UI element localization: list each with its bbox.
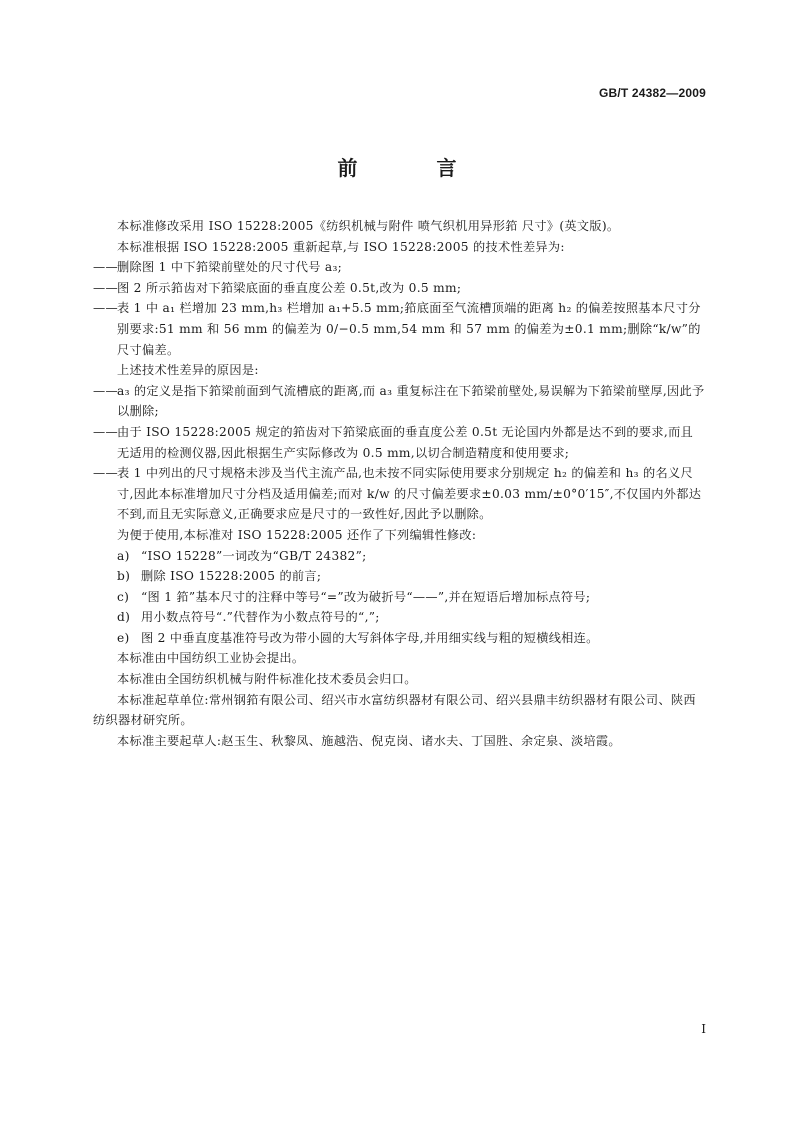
paragraph: 本标准由全国纺织机械与附件标准化技术委员会归口。 (117, 672, 417, 687)
dash-item-text: 由于 ISO 15228:2005 规定的筘齿对下筘梁底面的垂直度公差 0.5t 无论国内外都是达不到的要求,而且无适用的检测仪器,因此根据生产实际修改为 0.5 mm,以切合制造精度和使用要求; (117, 424, 694, 460)
dash-item-text: 表 1 中列出的尺寸规格未涉及当代主流产品,也未按不同实际使用要求分别规定 h₂ 的偏差和 h₃ 的名义尺寸,因此本标准增加尺寸分档及适用偏差;而对 k/w 的尺寸偏差要求±0.03 mm/±0°0′15″,不仅国内外都达不到,而且无实际意义,正确要求应是尺寸的一致性好,因此予以删除。 (117, 466, 702, 522)
dash-item (93, 257, 705, 278)
list-item-text: “ISO 15228”一词改为“GB/T 24382”; (141, 548, 367, 563)
list-item (93, 566, 705, 587)
dash-mark: —— (93, 424, 118, 439)
paragraph: 为便于使用,本标准对 ISO 15228:2005 还作了下列编辑性修改: (117, 527, 477, 542)
standard-code: GB/T 24382—2009 (598, 86, 706, 100)
list-item-text: “图 1 筘”基本尺寸的注释中等号“=”改为破折号“——”,并在短语后增加标点符号; (141, 589, 591, 604)
dash-mark: —— (93, 260, 118, 275)
dash-mark: —— (93, 383, 118, 398)
dash-item-text: 图 2 所示筘齿对下筘梁底面的垂直度公差 0.5t,改为 0.5 mm; (117, 280, 462, 295)
dash-item (93, 422, 705, 463)
foreword-body (93, 216, 705, 751)
list-item (93, 587, 705, 608)
paragraph: 上述技术性差异的原因是: (117, 363, 259, 378)
page-number: I (701, 1022, 706, 1036)
dash-mark: —— (93, 466, 118, 481)
list-item-text: 用小数点符号“.”代替作为小数点符号的“,”; (141, 610, 380, 625)
dash-item-text: 删除图 1 中下筘梁前壁处的尺寸代号 a₃; (117, 260, 343, 275)
dash-mark: —— (93, 301, 118, 316)
paragraph: 本标准根据 ISO 15228:2005 重新起草,与 ISO 15228:2005 的技术性差异为: (117, 239, 565, 254)
dash-item (93, 381, 705, 422)
list-item-mark: c) (117, 589, 130, 604)
list-item-text: 删除 ISO 15228:2005 的前言; (141, 569, 322, 584)
dash-item-text: 表 1 中 a₁ 栏增加 23 mm,h₃ 栏增加 a₁+5.5 mm;筘底面至气流槽顶端的距离 h₂ 的偏差按照基本尺寸分别要求:51 mm 和 56 mm 的偏差为 0/−0.5 mm,54 mm 和 57 mm 的偏差为±0.1 mm;删除“k/w”的尺寸偏差。 (117, 301, 701, 357)
page-title: 前 言 (337, 156, 493, 180)
list-item (93, 546, 705, 567)
dash-item (93, 278, 705, 299)
list-item-text: 图 2 中垂直度基准符号改为带小圆的大写斜体字母,并用细实线与粗的短横线相连。 (141, 630, 599, 645)
dash-mark: —— (93, 280, 118, 295)
list-item-mark: e) (117, 630, 130, 645)
list-item-mark: d) (117, 610, 131, 625)
paragraph: 本标准修改采用 ISO 15228:2005《纺织机械与附件 喷气织机用异形筘 尺寸》(英文版)。 (117, 219, 620, 233)
list-item (93, 607, 705, 628)
list-item-mark: a) (117, 548, 130, 563)
dash-item (93, 463, 705, 525)
dash-item-text: a₃ 的定义是指下筘梁前面到气流槽底的距离,而 a₃ 重复标注在下筘梁前壁处,易误解为下筘梁前壁厚,因此予以删除; (117, 383, 705, 419)
paragraph: 本标准主要起草人:赵玉生、秋黎凤、施越浩、倪克岗、诸水夫、丁国胜、余定泉、淡培霞。 (117, 733, 621, 748)
list-item-mark: b) (117, 569, 131, 584)
paragraph: 本标准起草单位:常州钢筘有限公司、绍兴市水富纺织器材有限公司、绍兴县鼎丰纺织器材有限公司、陕西纺织器材研究所。 (93, 692, 696, 728)
list-item (93, 628, 705, 649)
paragraph: 本标准由中国纺织工业协会提出。 (117, 651, 305, 666)
dash-item (93, 298, 705, 360)
